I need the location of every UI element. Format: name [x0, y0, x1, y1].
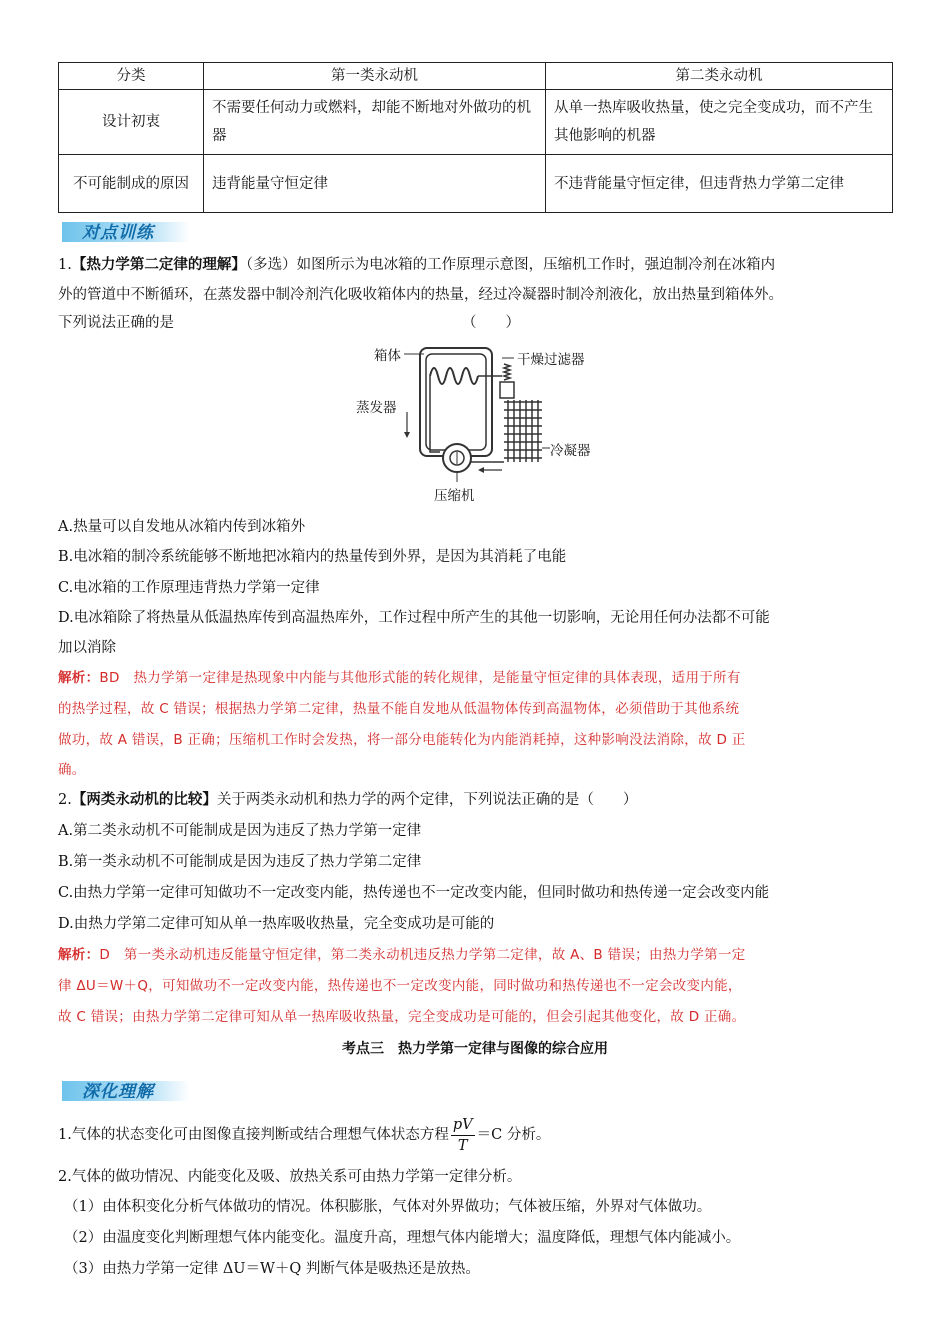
analysis-1-line: 的热学过程，故 C 错误；根据热力学第二定律，热量不能自发地从低温物体传到高温物体，必须借助于其他系统 — [58, 701, 740, 717]
option-c: C.由热力学第一定律可知做功不一定改变内能，热传递也不一定改变内能，但同时做功和热传递一定会改变内能 — [58, 885, 770, 901]
table-cell: 不违背能量守恒定律，但违背热力学第二定律 — [546, 155, 893, 213]
section-banner-practice — [62, 218, 192, 244]
fraction-numerator: pV — [451, 1115, 475, 1136]
question-1-line-3 — [58, 308, 898, 338]
point-1 — [58, 1113, 898, 1157]
table-row-label: 设计初衷 — [59, 90, 204, 155]
fraction-pv-over-t — [451, 1115, 475, 1156]
question-1-line-1 — [58, 250, 898, 280]
table-cell: 从单一热库吸收热量，使之完全变成功，而不产生其他影响的机器 — [546, 90, 893, 155]
label-compressor: 压缩机 — [434, 488, 475, 504]
table-header-row — [59, 63, 893, 90]
label-evaporator: 蒸发器 — [356, 400, 397, 416]
point-2: 2.气体的做功情况、内能变化及吸、放热关系可由热力学第一定律分析。 — [58, 1169, 522, 1185]
analysis-1-line — [58, 663, 898, 693]
question-1-line-2: 外的管道中不断循环，在蒸发器中制冷剂汽化吸收箱体内的热量，经过冷凝器时制冷剂液化，放出热量到箱体外。 — [58, 287, 783, 303]
question-text: （多选）如图所示为电冰箱的工作原理示意图，压缩机工作时，强迫制冷剂在冰箱内 — [245, 257, 776, 273]
sub-item-3: （3）由热力学第一定律 ΔU＝W＋Q 判断气体是吸热还是放热。 — [64, 1261, 480, 1277]
option-d-continued: 加以消除 — [58, 640, 116, 656]
label-filter: 干燥过滤器 — [517, 352, 585, 368]
answer-blank: （ ） — [462, 315, 520, 331]
analysis-1-line: 做功，故 A 错误，B 正确；压缩机工作时会发热，将一部分电能转化为内能消耗掉，这种影响没法消除，故 D 正 — [58, 732, 746, 748]
point-1-text: 1.气体的状态变化可由图像直接判断或结合理想气体状态方程 — [58, 1127, 449, 1143]
question-number: 1. — [58, 257, 72, 273]
table-row — [59, 90, 893, 155]
analysis-text: D 第一类永动机违反能量守恒定律，第二类永动机违反热力学第二定律，故 A、B 错误；由热力学第一定 — [99, 947, 746, 963]
label-condenser: 冷凝器 — [550, 443, 591, 459]
question-number: 2. — [58, 792, 72, 808]
sub-item-2: （2）由温度变化判断理想气体内能变化。温度升高，理想气体内能增大；温度降低，理想气体内能减小。 — [64, 1230, 741, 1246]
arrow-head — [478, 467, 484, 473]
filter-body — [500, 382, 514, 398]
section-banner-deepen — [62, 1077, 192, 1103]
filter-spring — [504, 364, 510, 380]
label-box: 箱体 — [374, 348, 401, 364]
question-tag: 【两类永动机的比较】 — [71, 791, 217, 808]
evaporator-coil — [430, 368, 478, 384]
option-d: D.电冰箱除了将热量从低温热库传到高温热库外，工作过程中所产生的其他一切影响，无论用任何办法都不可能 — [58, 610, 770, 626]
refrigerator-diagram — [352, 340, 602, 505]
arrow-head — [404, 432, 410, 438]
option-d: D.由热力学第二定律可知从单一热库吸收热量，完全变成功是可能的 — [58, 916, 495, 932]
table-cell: 违背能量守恒定律 — [204, 155, 546, 213]
analysis-1-line: 确。 — [58, 762, 86, 778]
table-cell: 不需要任何动力或燃料，却能不断地对外做功的机器 — [204, 90, 546, 155]
option-a: A.第二类永动机不可能制成是因为违反了热力学第一定律 — [58, 823, 422, 839]
condenser-coil — [504, 400, 542, 462]
comparison-table — [58, 62, 893, 213]
question-2-line — [58, 785, 898, 815]
fraction-denominator: T — [457, 1137, 468, 1154]
analysis-label: 解析： — [58, 670, 100, 686]
table-row-label: 不可能制成的原因 — [59, 155, 204, 213]
option-b: B.第一类永动机不可能制成是因为违反了热力学第二定律 — [58, 854, 422, 870]
box-outer — [420, 348, 492, 456]
analysis-text: BD 热力学第一定律是热现象中内能与其他形式能的转化规律，是能量守恒定律的具体表现，适用于所有 — [99, 670, 741, 686]
analysis-2-line: 故 C 错误；由热力学第二定律可知从单一热库吸收热量，完全变成功是可能的，但会引起其他变化，故 D 正确。 — [58, 1009, 746, 1025]
question-text: 关于两类永动机和热力学的两个定律，下列说法正确的是 — [216, 792, 580, 808]
question-text: 下列说法正确的是 — [58, 315, 174, 331]
table-header-cell: 第二类永动机 — [546, 63, 893, 90]
analysis-label: 解析： — [58, 947, 100, 963]
table-row — [59, 155, 893, 213]
section-title: 考点三 热力学第一定律与图像的综合应用 — [342, 1041, 608, 1057]
banner-text: 对点训练 — [82, 223, 154, 243]
sub-item-1: （1）由体积变化分析气体做功的情况。体积膨胀，气体对外界做功；气体被压缩，外界对气体做功。 — [64, 1199, 712, 1215]
option-b: B.电冰箱的制冷系统能够不断地把冰箱内的热量传到外界，是因为其消耗了电能 — [58, 549, 567, 565]
option-c: C.电冰箱的工作原理违背热力学第一定律 — [58, 580, 320, 596]
point-1-tail: ＝C 分析。 — [476, 1127, 551, 1143]
table-header-cell: 分类 — [59, 63, 204, 90]
analysis-2-line — [58, 940, 898, 970]
answer-blank: （ ） — [579, 792, 638, 808]
question-tag: 【热力学第二定律的理解】 — [71, 256, 246, 273]
table-header-cell: 第一类永动机 — [204, 63, 546, 90]
analysis-2-line: 律 ΔU＝W＋Q，可知做功不一定改变内能，热传递也不一定改变内能，同时做功和热传递也不一定会改变内能， — [58, 978, 742, 994]
option-a: A.热量可以自发地从冰箱内传到冰箱外 — [58, 519, 306, 535]
banner-text: 深化理解 — [82, 1082, 154, 1102]
